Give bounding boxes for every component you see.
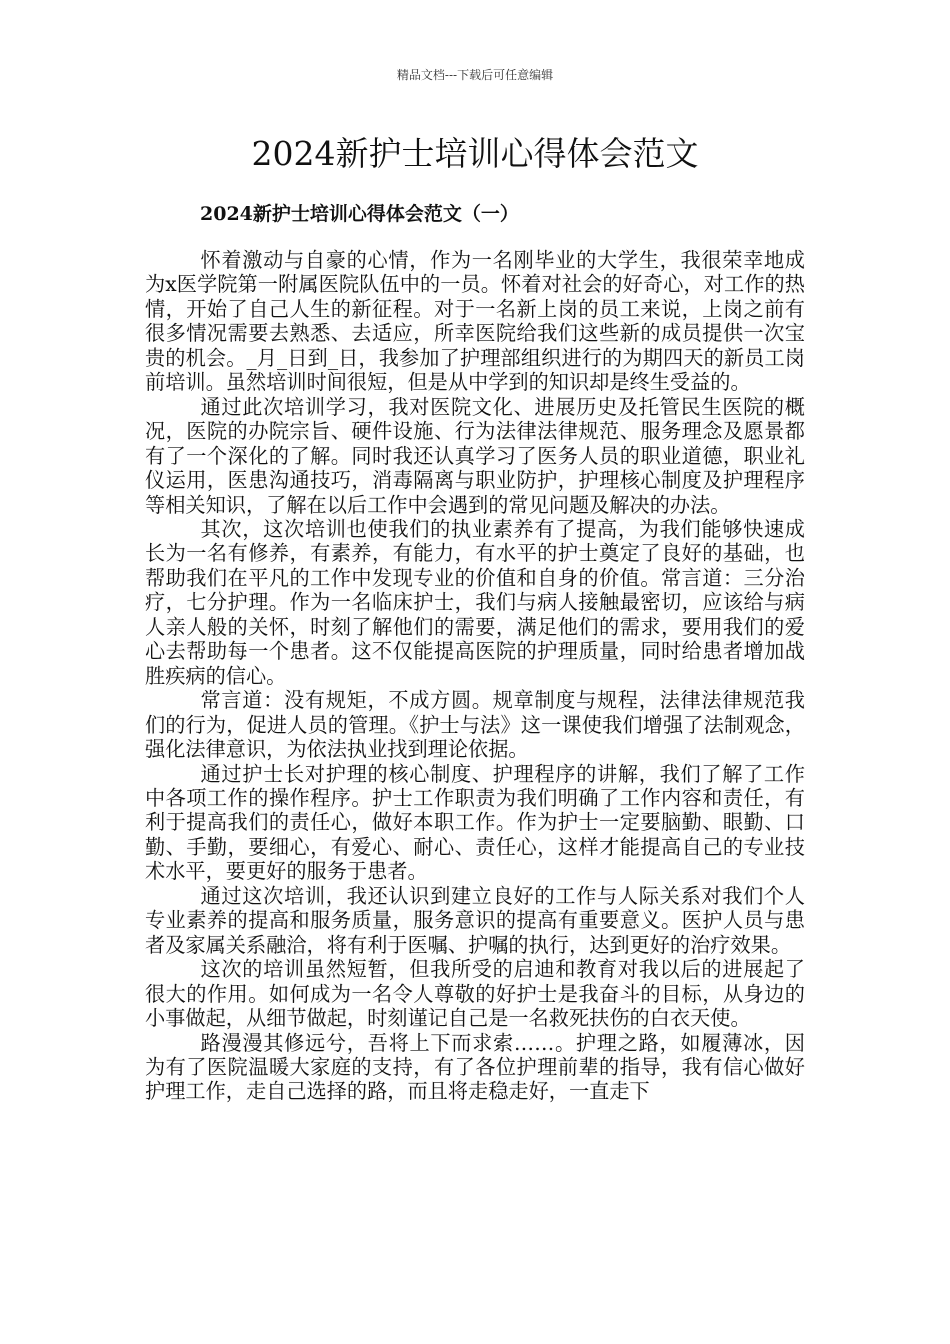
paragraph: 其次，这次培训也使我们的执业素养有了提高，为我们能够快速成长为一名有修养，有素养，有能力，有水平的护士奠定了良好的基础，也帮助我们在平凡的工作中发现专业的价值和自身的价值。常言道：三分治疗，七分护理。作为一名临床护士，我们与病人接触最密切，应该给与病人亲人般的关怀，时刻了解他们的需要，满足他们的需求，要用我们的爱心去帮助每一个患者。这不仅能提高医院的护理质量，同时给患者增加战胜疾病的信心。	[145, 516, 805, 688]
paragraph: 路漫漫其修远兮，吾将上下而求索……。护理之路，如履薄冰，因为有了医院温暖大家庭的支持，有了各位护理前辈的指导，我有信心做好护理工作，走自己选择的路，而且将走稳走好，一直走下	[145, 1030, 805, 1104]
document-body	[145, 248, 805, 1104]
document-title: 2024新护士培训心得体会范文	[251, 134, 699, 173]
paragraph: 通过护士长对护理的核心制度、护理程序的讲解，我们了解了工作中各项工作的操作程序。护士工作职责为我们明确了工作内容和责任，有利于提高我们的责任心，做好本职工作。作为护士一定要脑勤、眼勤、口勤、手勤，要细心，有爱心、耐心、责任心，这样才能提高自己的专业技术水平，要更好的服务于患者。	[145, 761, 805, 884]
paragraph: 怀着激动与自豪的心情，作为一名刚毕业的大学生，我很荣幸地成为x医学院第一附属医院队伍中的一员。怀着对社会的好奇心，对工作的热情，开始了自己人生的新征程。对于一名新上岗的员工来说，上岗之前有很多情况需要去熟悉、去适应，所幸医院给我们这些新的成员提供一次宝贵的机会。_月_日到_日，我参加了护理部组织进行的为期四天的新员工岗前培训。虽然培训时间很短，但是从中学到的知识却是终生受益的。	[145, 248, 805, 395]
paragraph: 通过此次培训学习，我对医院文化、进展历史及托管民生医院的概况，医院的办院宗旨、硬件设施、行为法律法律规范、服务理念及愿景都有了一个深化的了解。同时我还认真学习了医务人员的职业道德，职业礼仪运用，医患沟通技巧，消毒隔离与职业防护，护理核心制度及护理程序等相关知识，了解在以后工作中会遇到的常见问题及解决的办法。	[145, 394, 805, 517]
section-heading: 2024新护士培训心得体会范文（一）	[200, 203, 519, 225]
paragraph: 这次的培训虽然短暂，但我所受的启迪和教育对我以后的进展起了很大的作用。如何成为一名令人尊敬的好护士是我奋斗的目标，从身边的小事做起，从细节做起，时刻谨记自己是一名救死扶伤的白衣天使。	[145, 957, 805, 1031]
header-note: 精品文档---下载后可任意编辑	[396, 68, 554, 82]
paragraph: 通过这次培训，我还认识到建立良好的工作与人际关系对我们个人专业素养的提高和服务质量，服务意识的提高有重要意义。医护人员与患者及家属关系融洽，将有利于医嘱、护嘱的执行，达到更好的治疗效果。	[145, 883, 805, 957]
paragraph: 常言道：没有规矩，不成方圆。规章制度与规程，法律法律规范我们的行为，促进人员的管理。《护士与法》这一课使我们增强了法制观念，强化法律意识，为依法执业找到理论依据。	[145, 688, 805, 762]
